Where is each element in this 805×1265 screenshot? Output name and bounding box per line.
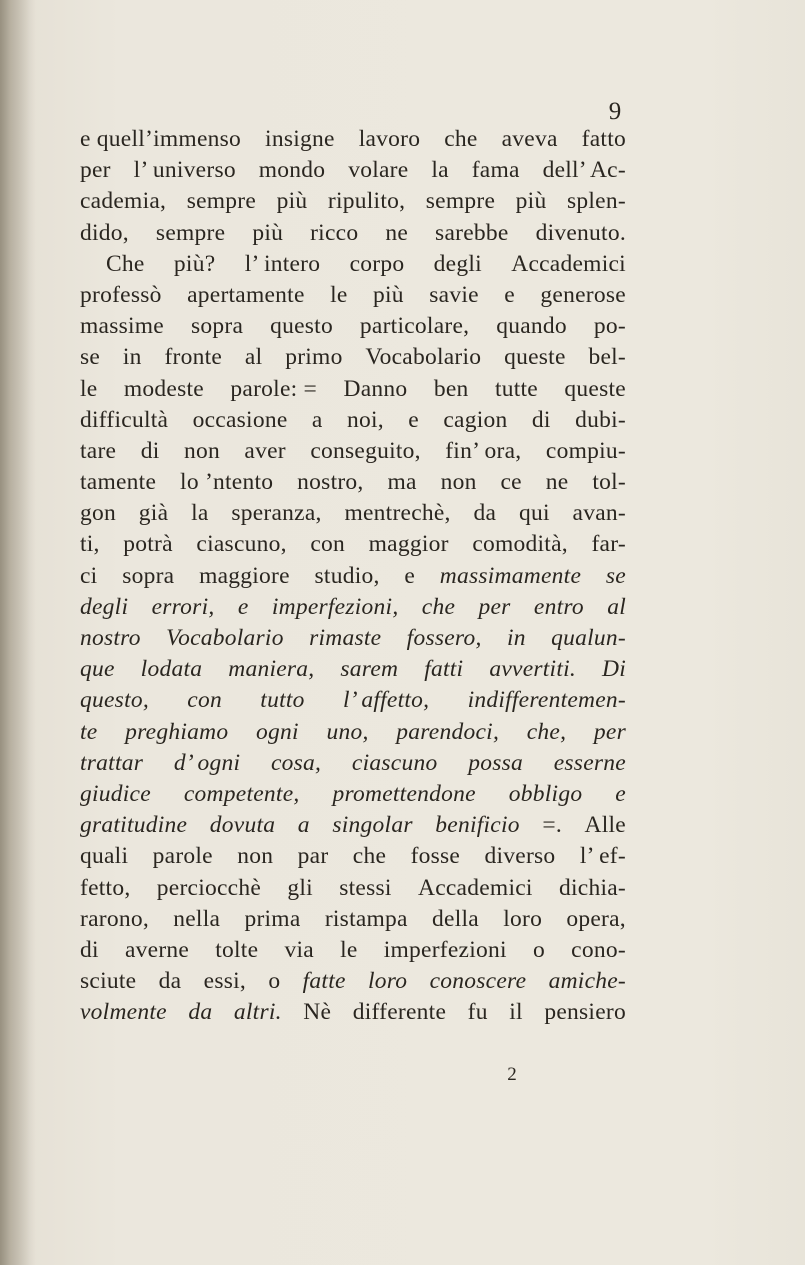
text-word: tolte xyxy=(215,936,259,963)
text-word: dichia- xyxy=(559,874,626,901)
text-word: ciascuno xyxy=(351,749,438,776)
text-word: Nè xyxy=(303,999,332,1026)
text-word: fatto xyxy=(581,126,626,152)
text-word: l’ ef- xyxy=(579,843,626,870)
text-word: maggior xyxy=(368,531,449,558)
text-word: fronte xyxy=(164,344,223,371)
text-word: amiche- xyxy=(548,968,626,995)
text-word: ciascuno, xyxy=(196,531,287,558)
text-word: corpo xyxy=(349,250,405,277)
text-word: cademia, xyxy=(80,188,167,215)
text-word: studio, xyxy=(314,562,380,589)
text-word: possa xyxy=(468,749,523,776)
text-word: volmente xyxy=(80,999,167,1026)
text-line xyxy=(80,935,626,966)
text-word: gli xyxy=(287,874,313,901)
text-word: la xyxy=(431,157,449,184)
text-word: fatti xyxy=(424,656,464,683)
text-word: qui xyxy=(518,500,550,527)
text-word: rarono, xyxy=(80,905,149,932)
text-word: questo, xyxy=(80,687,149,714)
text-word: se xyxy=(605,562,626,589)
text-word: difficultà xyxy=(80,406,169,433)
text-word: qualun- xyxy=(551,625,626,651)
text-word: e xyxy=(408,406,419,433)
text-line xyxy=(80,592,626,623)
text-word: ne xyxy=(545,469,569,496)
text-word: da xyxy=(188,999,213,1026)
text-line xyxy=(80,186,626,217)
text-word: sopra xyxy=(190,313,244,340)
text-word: occasione xyxy=(192,406,288,433)
text-word: benificio xyxy=(435,812,520,839)
text-word: nella xyxy=(173,905,221,932)
text-word: fetto, xyxy=(80,874,131,901)
text-word: fu xyxy=(467,999,488,1026)
text-word: lodata xyxy=(140,656,203,683)
text-word: non xyxy=(440,469,477,496)
text-word: sempre xyxy=(186,188,257,215)
text-word: o xyxy=(532,936,545,963)
text-line xyxy=(80,155,626,186)
text-word: tol- xyxy=(592,469,626,496)
text-word: te xyxy=(80,718,98,745)
text-word: più xyxy=(515,188,547,215)
text-word: fosse xyxy=(410,843,461,870)
text-word: cagion xyxy=(443,406,508,433)
text-word: che xyxy=(421,593,456,620)
text-word: gratitudine xyxy=(80,812,188,839)
text-word: Accademici xyxy=(511,250,626,277)
text-word: differente xyxy=(352,999,447,1026)
text-word: promettendone xyxy=(332,780,476,807)
text-word: da xyxy=(158,968,182,995)
text-word: quali xyxy=(80,843,129,870)
text-word: tutte xyxy=(494,375,538,402)
text-word: ma xyxy=(387,469,417,496)
text-line xyxy=(80,997,626,1028)
text-word: professò xyxy=(80,281,162,308)
text-line xyxy=(80,654,626,685)
text-word: par xyxy=(297,843,329,870)
text-word: al xyxy=(244,344,263,371)
text-word: e xyxy=(404,562,416,589)
text-word: conseguito, xyxy=(310,437,421,464)
text-word: essi, xyxy=(203,968,247,995)
text-word: a xyxy=(311,406,323,433)
text-word: generose xyxy=(540,281,626,308)
text-word: l’ intero xyxy=(244,250,321,277)
text-word: fama xyxy=(471,157,520,184)
text-line xyxy=(80,218,626,249)
text-word: tutto xyxy=(260,687,305,714)
text-word: lo ’ntento xyxy=(180,469,274,496)
text-word: ben xyxy=(433,375,469,402)
text-word: che, xyxy=(526,718,567,745)
text-word: della xyxy=(432,905,479,932)
text-word: che xyxy=(444,126,478,152)
text-line xyxy=(80,748,626,779)
text-line xyxy=(80,561,626,592)
text-word: per xyxy=(593,718,626,745)
text-line xyxy=(80,374,626,405)
text-word: la xyxy=(191,500,209,527)
text-line xyxy=(80,529,626,560)
text-word: le xyxy=(330,281,348,308)
text-word: apertamente xyxy=(187,281,305,308)
text-word: preghiamo xyxy=(125,718,229,745)
text-word: diverso xyxy=(484,843,556,870)
text-word: sempre xyxy=(155,219,226,246)
text-word: particolare, xyxy=(359,313,470,340)
text-word: ne xyxy=(385,219,409,246)
text-word: savie xyxy=(429,281,479,308)
text-word: sciute xyxy=(80,968,137,995)
text-word: ristampa xyxy=(324,905,408,932)
text-word: lavoro xyxy=(358,126,421,152)
text-line xyxy=(80,467,626,498)
text-word: avvertiti. xyxy=(489,656,577,683)
text-line xyxy=(80,904,626,935)
text-word: primo xyxy=(285,344,343,371)
text-word: più xyxy=(373,281,404,308)
text-word: Alle xyxy=(584,812,626,839)
text-word: cono- xyxy=(571,936,626,963)
text-line xyxy=(80,873,626,904)
text-line xyxy=(80,841,626,872)
text-word: perciocchè xyxy=(156,874,262,901)
text-word: fossero, xyxy=(406,625,482,651)
text-word: sempre xyxy=(425,188,496,215)
text-line xyxy=(80,124,626,155)
text-word: o xyxy=(268,968,281,995)
text-word: degli xyxy=(80,593,129,620)
text-line xyxy=(80,685,626,716)
text-word: potrà xyxy=(123,531,173,558)
text-word: dido, xyxy=(80,219,129,246)
text-word: questo xyxy=(270,313,333,340)
text-word: e xyxy=(504,281,515,308)
text-word: rimaste xyxy=(309,625,382,651)
text-word: singolar xyxy=(332,812,413,839)
text-word: esserne xyxy=(553,749,626,776)
text-word: uno, xyxy=(326,718,369,745)
text-word: averne xyxy=(124,936,190,963)
text-word: po- xyxy=(593,313,626,340)
text-word: più? xyxy=(173,250,216,277)
text-word: fatte xyxy=(302,968,346,995)
text-word: modeste xyxy=(123,375,204,402)
text-word: queste xyxy=(564,375,626,402)
text-word: parendoci, xyxy=(396,718,500,745)
text-line xyxy=(80,311,626,342)
text-word: ogni xyxy=(256,718,299,745)
text-word: giudice xyxy=(80,780,151,807)
text-word: volare xyxy=(348,157,409,184)
text-word: competente, xyxy=(183,780,300,807)
text-word: più xyxy=(252,219,284,246)
text-word: le xyxy=(340,936,358,963)
text-word: con xyxy=(310,531,346,558)
text-word: far- xyxy=(591,531,626,558)
text-word: prima xyxy=(244,905,301,932)
text-line xyxy=(80,966,626,997)
text-word: altri. xyxy=(233,999,282,1026)
text-word: speranza, xyxy=(231,500,322,527)
text-word: ricco xyxy=(310,219,359,246)
text-word: più xyxy=(276,188,308,215)
text-word: gon xyxy=(80,500,116,527)
text-word: Che xyxy=(106,250,145,277)
text-word: ci xyxy=(80,562,98,589)
text-line xyxy=(80,280,626,311)
text-word: di xyxy=(531,406,551,433)
text-word: per xyxy=(478,593,511,620)
text-word: parole: = xyxy=(230,375,318,402)
text-line xyxy=(80,623,626,654)
text-word: tamente xyxy=(80,469,157,496)
text-word: massimamente xyxy=(439,562,582,589)
text-word: Accademici xyxy=(417,874,533,901)
text-line xyxy=(80,436,626,467)
text-word: =. xyxy=(542,812,562,839)
text-word: Vocabolario xyxy=(166,625,284,651)
text-word: con xyxy=(187,687,222,714)
text-word: Danno xyxy=(343,375,408,402)
text-word: opera, xyxy=(566,905,626,932)
text-word: degli xyxy=(433,250,482,277)
text-word: già xyxy=(138,500,169,527)
text-word: aveva xyxy=(501,126,558,152)
text-word: da xyxy=(473,500,497,527)
text-word: imperfezioni, xyxy=(271,593,399,620)
text-word: fin’ ora, xyxy=(445,437,522,464)
text-word: dell’ Ac- xyxy=(542,157,626,184)
text-word: per xyxy=(80,157,111,184)
text-word: pensiero xyxy=(544,999,626,1026)
text-line xyxy=(80,717,626,748)
text-word: bel- xyxy=(588,344,626,371)
text-word: massime xyxy=(80,313,164,340)
text-word: dovuta xyxy=(209,812,276,839)
text-word: dubi- xyxy=(575,406,626,433)
text-word: e xyxy=(615,780,626,807)
body-text xyxy=(80,124,626,1028)
text-word: Vocabolario xyxy=(365,344,482,371)
text-word: imperfezioni xyxy=(383,936,507,963)
text-word: cosa, xyxy=(270,749,322,776)
text-word: compiu- xyxy=(545,437,626,464)
text-word: sarebbe xyxy=(435,219,509,246)
text-word: sopra xyxy=(122,562,175,589)
signature-mark: 2 xyxy=(507,1064,517,1085)
text-word: il xyxy=(509,999,523,1026)
text-word: splen- xyxy=(566,188,626,215)
text-word: obbligo xyxy=(508,780,583,807)
text-word: stessi xyxy=(339,874,392,901)
text-word: nostro, xyxy=(297,469,364,496)
text-word: sarem xyxy=(340,656,399,683)
text-word: maggiore xyxy=(199,562,290,589)
text-word: trattar xyxy=(80,749,144,776)
page-number: 9 xyxy=(608,98,622,125)
text-line xyxy=(80,249,626,280)
text-word: d’ ogni xyxy=(173,749,241,776)
text-word: divenuto. xyxy=(535,219,626,246)
text-word: avan- xyxy=(572,500,626,527)
text-word: nostro xyxy=(80,625,141,651)
binding-gutter-shadow xyxy=(0,0,36,1265)
text-word: ripulito, xyxy=(327,188,406,215)
text-word: parole xyxy=(152,843,213,870)
text-word: a xyxy=(297,812,310,839)
text-word: non xyxy=(237,843,274,870)
text-word: e xyxy=(237,593,249,620)
text-word: loro xyxy=(367,968,408,995)
text-word: entro xyxy=(533,593,584,620)
text-word: l’ universo xyxy=(133,157,236,184)
text-line xyxy=(80,405,626,436)
text-word: maniera, xyxy=(228,656,315,683)
text-line xyxy=(80,810,626,841)
text-line xyxy=(80,342,626,373)
text-word: loro xyxy=(503,905,543,932)
text-word: Di xyxy=(602,656,626,683)
text-word: ce xyxy=(500,469,522,496)
text-word: conoscere xyxy=(429,968,527,995)
text-word: al xyxy=(607,593,626,620)
text-word: indifferentemen- xyxy=(467,687,626,714)
text-word: quando xyxy=(496,313,567,340)
text-word: mentrechè, xyxy=(344,500,451,527)
text-word: queste xyxy=(504,344,566,371)
text-word: via xyxy=(284,936,314,963)
text-word: l’ affetto, xyxy=(342,687,430,714)
text-word: di xyxy=(80,936,99,963)
text-word: non xyxy=(183,437,220,464)
text-word: aver xyxy=(244,437,286,464)
text-word: ti, xyxy=(80,531,100,558)
text-line xyxy=(80,498,626,529)
text-word: mondo xyxy=(258,157,326,184)
text-word: le xyxy=(80,375,98,402)
text-word: di xyxy=(140,437,160,464)
text-word: noi, xyxy=(346,406,384,433)
text-word: tare xyxy=(80,437,117,464)
text-word: errori, xyxy=(151,593,215,620)
text-word: comodità, xyxy=(472,531,568,558)
text-word: que xyxy=(80,656,115,683)
text-word: e quell’immenso xyxy=(80,126,242,152)
text-word: in xyxy=(506,625,526,651)
text-word: se xyxy=(80,344,101,371)
text-line xyxy=(80,779,626,810)
text-word: in xyxy=(122,344,142,371)
text-word: insigne xyxy=(265,126,335,152)
text-word: che xyxy=(352,843,387,870)
